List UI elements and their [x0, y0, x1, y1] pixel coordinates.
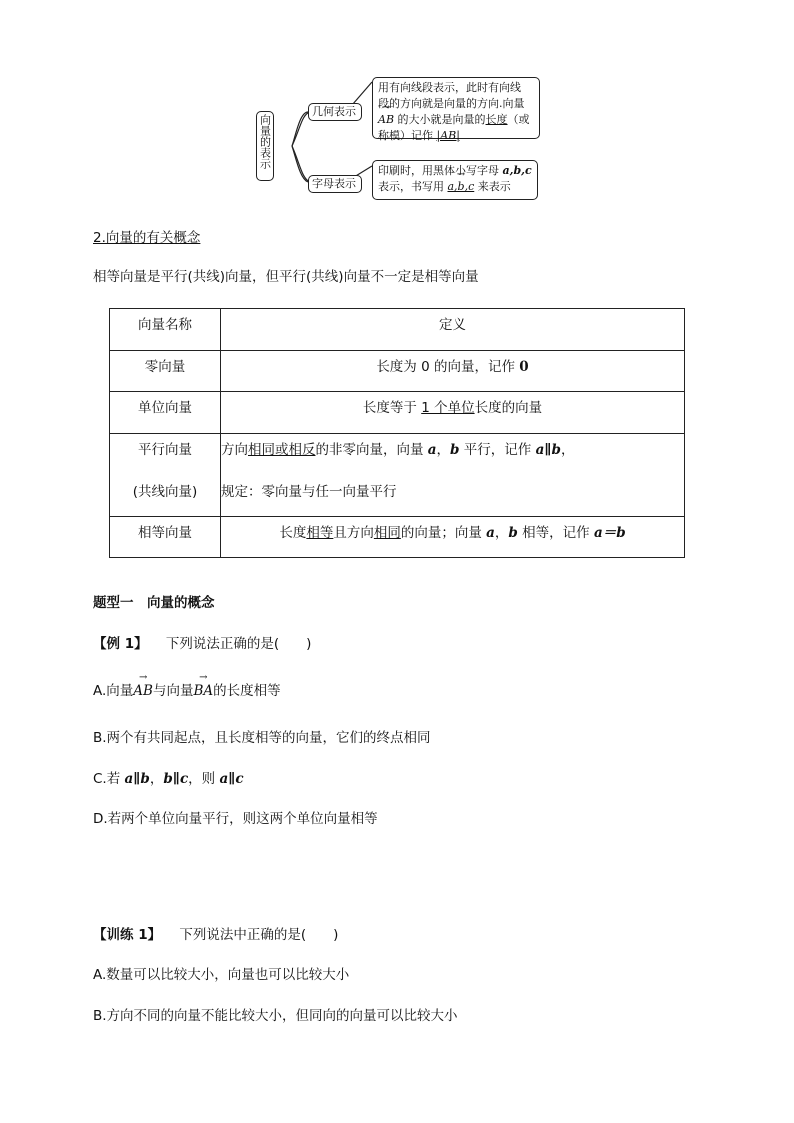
parallel-vector-def: 方向相同或相反的非零向量，向量 a，b 平行，记作 a∥b， 规定：零向量与任一向量平行 — [221, 434, 685, 517]
unit-vector-def: 长度等于 1 个单位长度的向量 — [221, 392, 685, 434]
geometric-branch-label: 几何表示 — [312, 105, 356, 118]
vector-concepts-table — [109, 308, 685, 558]
handwritten-vectors: → a,b,c — [448, 179, 475, 195]
parallel-rule: 规定：零向量与任一向量平行 — [221, 484, 397, 500]
geometric-desc-line-4: 称模）记作 |AB| — [378, 129, 460, 142]
zero-vector-name: 零向量 — [110, 351, 221, 392]
diagram-root-label: 向量的表示 — [258, 114, 272, 169]
table-row-parallel — [110, 434, 685, 517]
geometric-branch-desc-box — [372, 77, 540, 142]
letter-branch-label: 字母表示 — [312, 177, 356, 190]
type1-heading: 题型一 向量的概念 — [93, 595, 215, 611]
training1-option-b: B.方向不同的向量不能比较大小，但同向的向量可以比较大小 — [93, 1008, 458, 1024]
training1-option-a: A.数量可以比较大小，向量也可以比较大小 — [93, 967, 350, 983]
unit-vector-name: 单位向量 — [110, 392, 221, 434]
equal-vector-def: 长度相等且方向相同的向量；向量 a，b 相等，记作 a＝b — [221, 517, 685, 558]
table-row-zero — [110, 351, 685, 392]
section2-heading: 2.向量的有关概念 — [93, 230, 201, 246]
table-row-equal — [110, 517, 685, 558]
table-header-row — [110, 309, 685, 351]
letter-desc-line-1: 印刷时，用黑体小写字母 a,b,c — [378, 164, 532, 177]
header-name: 向量名称 — [110, 309, 221, 351]
example1-question: 【例 1】 下列说法正确的是( ) — [93, 636, 312, 652]
equal-parallel-remark: 相等向量是平行(共线)向量，但平行(共线)向量不一定是相等向量 — [93, 269, 479, 285]
magnitude-notation: |AB| — [436, 129, 460, 142]
example1-option-d: D.若两个单位向量平行，则这两个单位向量相等 — [93, 811, 378, 827]
table-row-unit — [110, 392, 685, 434]
diagram-root-box — [256, 111, 274, 181]
zero-vector-def: 长度为 0 的向量，记作 0 — [221, 351, 685, 392]
example1-option-c: C.若 a∥b，b∥c，则 a∥c — [93, 771, 244, 787]
geometric-desc-line-2: 段的方向就是向量的方向.向量 — [378, 97, 525, 110]
geometric-desc-line-1: 用有向线段表示，此时有向线 — [378, 81, 521, 94]
parallel-vector-name: 平行向量 (共线向量) — [110, 434, 221, 517]
letter-branch-desc-box — [372, 160, 538, 200]
training1-tag: 【训练 1】 — [93, 927, 162, 943]
length-term: 长度 — [485, 113, 508, 126]
example1-option-b: B.两个有共同起点，且长度相等的向量，它们的终点相同 — [93, 730, 431, 746]
geometric-desc-line-3: → AB 的大小就是向量的长度（或 — [378, 112, 534, 128]
header-definition: 定义 — [221, 309, 685, 351]
training1-question: 【训练 1】 下列说法中正确的是( ) — [93, 927, 339, 943]
vector-ab: → AB — [378, 112, 394, 128]
equal-vector-name: 相等向量 — [110, 517, 221, 558]
geometric-branch-label-box — [308, 103, 362, 121]
letter-desc-line-2: 表示，书写用 → a,b,c 来表示 — [378, 179, 532, 195]
example1-option-a: A.向量→ AB与向量→ BA的长度相等 — [93, 682, 281, 700]
example1-tag: 【例 1】 — [93, 636, 148, 652]
letter-branch-label-box — [308, 175, 362, 193]
